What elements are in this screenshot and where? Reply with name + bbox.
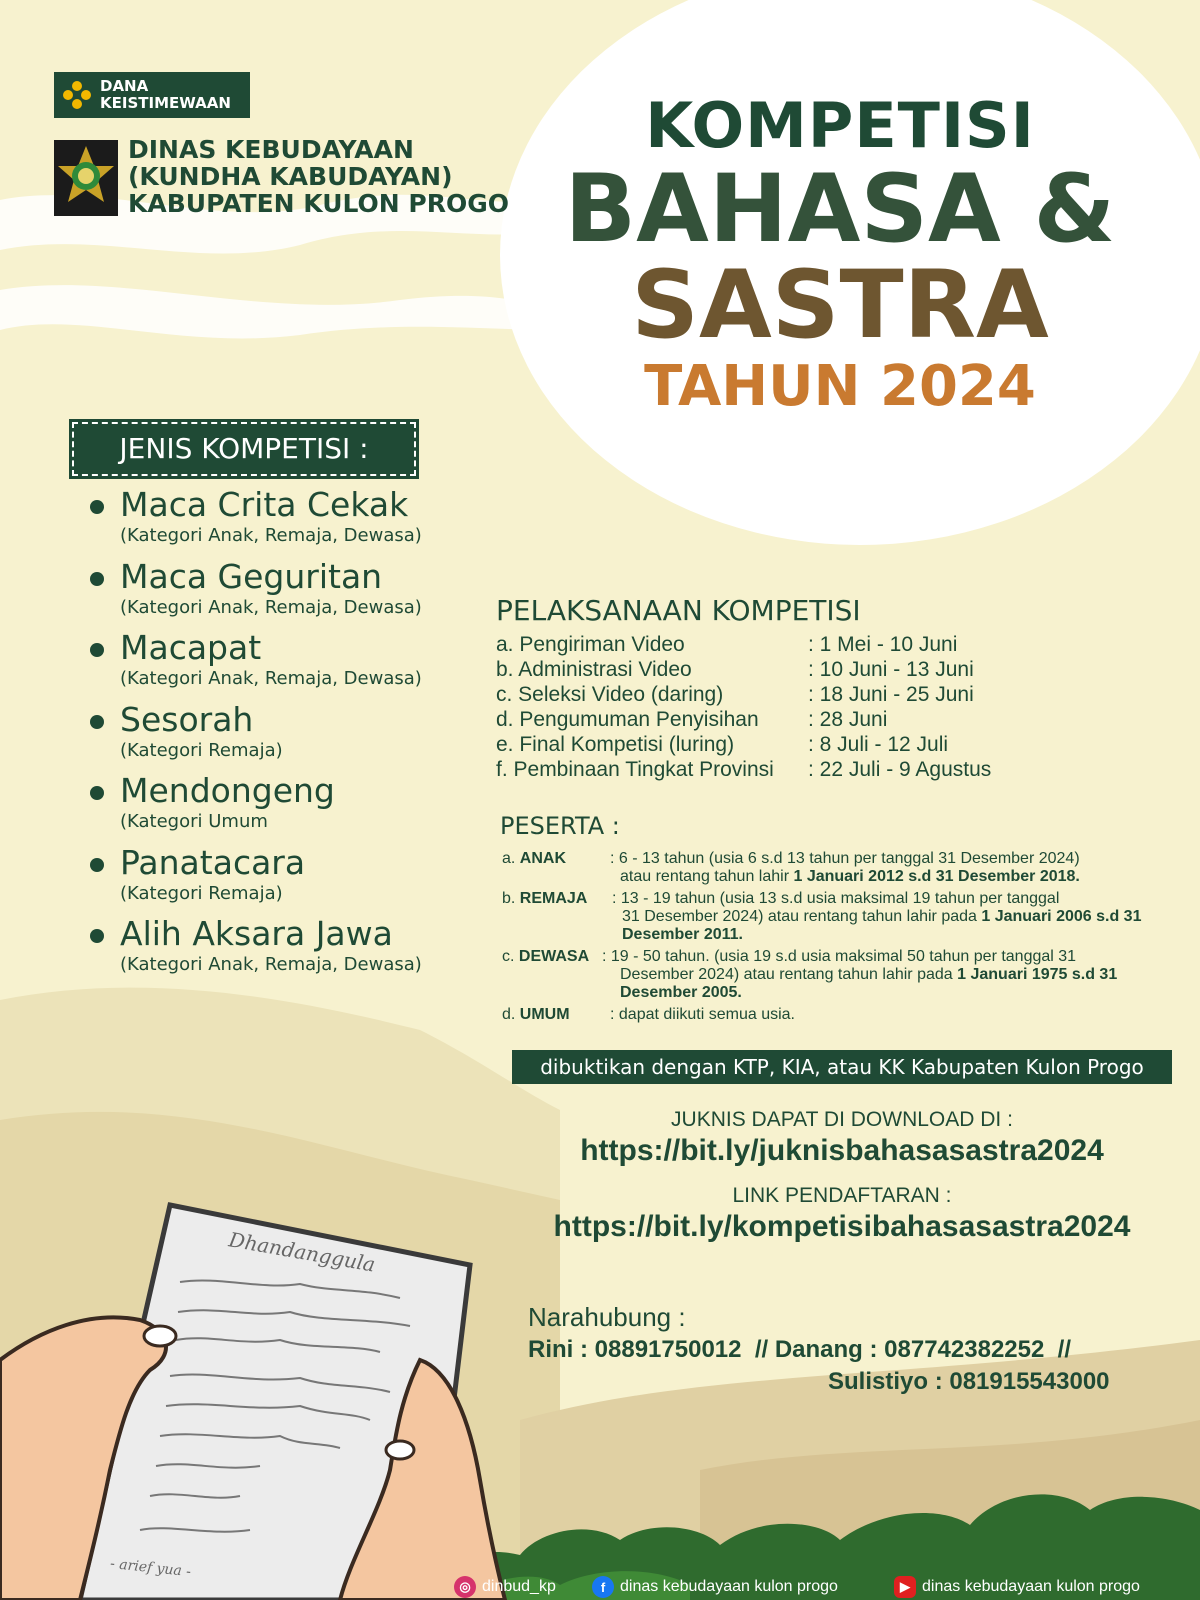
narahubung-contacts: Rini : 08891750012 // Danang : 087742382252 // xyxy=(528,1336,1071,1363)
competition-category: (Kategori Umum xyxy=(120,811,268,832)
competition-name: Macapat xyxy=(120,628,262,667)
schedule-value: : 1 Mei - 10 Juni xyxy=(808,633,958,656)
competition-category: (Kategori Anak, Remaja, Dewasa) xyxy=(120,668,422,689)
competition-category: (Kategori Anak, Remaja, Dewasa) xyxy=(120,596,422,618)
bullet-icon xyxy=(90,786,104,800)
peserta-line2: Desember 2024) atau rentang tahun lahir pada xyxy=(620,966,958,983)
schedule-label: e. Final Kompetisi (luring) xyxy=(496,733,735,756)
social-handle: dinas kebudayaan kulon progo xyxy=(922,1578,1140,1595)
schedule-row xyxy=(496,682,1096,707)
bullet-icon xyxy=(90,572,104,586)
peserta-prefix: c. xyxy=(502,948,515,965)
peserta-heading: PESERTA : xyxy=(500,812,620,840)
bullet-icon xyxy=(90,929,104,943)
bullet-icon xyxy=(90,500,104,514)
peserta-row xyxy=(502,890,1182,944)
jenis-kompetisi-heading: JENIS KOMPETISI : xyxy=(72,422,416,476)
bullet-icon xyxy=(90,715,104,729)
peserta-line1: : 13 - 19 tahun (usia 13 s.d usia maksimal 19 tahun per tanggal xyxy=(612,890,1060,907)
kulon-progo-emblem-icon xyxy=(54,140,118,216)
social-instagram[interactable] xyxy=(454,1574,556,1600)
peserta-row xyxy=(502,1006,1182,1024)
schedule-value: : 22 Juli - 9 Agustus xyxy=(808,758,992,781)
peserta-bold: 1 Januari 2012 s.d 31 Desember 2018. xyxy=(793,868,1080,885)
competition-name: Maca Geguritan xyxy=(120,556,383,596)
schedule-value: : 8 Juli - 12 Juli xyxy=(808,733,949,756)
competition-category: (Kategori Remaja) xyxy=(120,739,283,761)
peserta-prefix: a. xyxy=(502,850,516,867)
schedule-label: d. Pengumuman Penyisihan xyxy=(496,708,759,731)
peserta-row xyxy=(502,948,1182,1002)
peserta-bold: 1 Januari 1975 s.d 31 Desember 2005. xyxy=(620,966,1118,1001)
schedule-list xyxy=(496,632,1096,782)
peserta-line2: 31 Desember 2024) atau rentang tahun lahir pada xyxy=(622,908,982,925)
social-youtube[interactable] xyxy=(894,1574,1140,1600)
competition-list xyxy=(86,486,506,987)
competition-item xyxy=(86,844,506,916)
schedule-row xyxy=(496,632,1096,657)
pendaftaran-link[interactable]: https://bit.ly/kompetisibahasasastra2024 xyxy=(553,1210,1131,1243)
competition-item xyxy=(86,915,506,987)
schedule-value: : 28 Juni xyxy=(808,708,888,731)
competition-category: (Kategori Anak, Remaja, Dewasa) xyxy=(120,525,422,546)
title-bahasa: BAHASA & xyxy=(564,155,1116,264)
competition-category: (Kategori Anak, Remaja, Dewasa) xyxy=(120,954,422,975)
facebook-icon: f xyxy=(592,1576,614,1598)
peserta-row xyxy=(502,850,1182,886)
peserta-prefix: d. xyxy=(502,1006,516,1023)
main-title xyxy=(540,90,1140,420)
schedule-label: a. Pengiriman Video xyxy=(496,633,685,656)
competition-item xyxy=(86,629,506,701)
competition-category: (Kategori Remaja) xyxy=(120,882,283,904)
peserta-line1: : dapat diikuti semua usia. xyxy=(610,1006,795,1023)
competition-item xyxy=(86,772,506,844)
dinas-line3: KABUPATEN KULON PROGO xyxy=(128,189,510,218)
ktp-note: dibuktikan dengan KTP, KIA, atau KK Kabupaten Kulon Progo xyxy=(512,1050,1172,1084)
schedule-label: f. Pembinaan Tingkat Provinsi xyxy=(496,758,774,781)
peserta-key: UMUM xyxy=(519,1006,570,1023)
peserta-key: ANAK xyxy=(519,850,567,867)
competition-name: Maca Crita Cekak xyxy=(120,485,409,524)
competition-name: Mendongeng xyxy=(120,771,335,810)
dana-keistimewaan-logo xyxy=(54,72,250,118)
title-kompetisi: KOMPETISI xyxy=(645,89,1035,162)
dinas-line1: DINAS KEBUDAYAAN xyxy=(128,135,414,164)
competition-item xyxy=(86,486,506,558)
juknis-link[interactable]: https://bit.ly/juknisbahasasastra2024 xyxy=(580,1134,1104,1167)
competition-name: Alih Aksara Jawa xyxy=(120,914,393,953)
schedule-row xyxy=(496,657,1096,682)
pendaftaran-label: LINK PENDAFTARAN : xyxy=(732,1184,952,1207)
dana-line1: DANA xyxy=(100,77,149,95)
instagram-icon: ◎ xyxy=(454,1576,476,1598)
peserta-key: DEWASA xyxy=(518,948,590,965)
social-facebook[interactable] xyxy=(592,1574,838,1600)
peserta-list xyxy=(502,850,1182,1028)
schedule-label: c. Seleksi Video (daring) xyxy=(496,683,724,706)
youtube-icon: ▶ xyxy=(894,1576,916,1598)
narahubung-contact-sulistiyo: Sulistiyo : 081915543000 xyxy=(828,1368,1110,1395)
bullet-icon xyxy=(90,858,104,872)
competition-name: Sesorah xyxy=(120,699,254,739)
dana-keistimewaan-icon xyxy=(62,80,92,110)
schedule-value: : 10 Juni - 13 Juni xyxy=(808,658,974,681)
schedule-label: b. Administrasi Video xyxy=(496,658,692,681)
paper-title: Dhandanggula xyxy=(227,1227,378,1277)
peserta-line2: atau rentang tahun lahir xyxy=(620,868,794,885)
competition-item xyxy=(86,558,506,630)
peserta-prefix: b. xyxy=(502,890,516,907)
competition-item xyxy=(86,701,506,773)
schedule-row xyxy=(496,757,1096,782)
peserta-bold: 1 Januari 2006 s.d 31 Desember 2011. xyxy=(622,908,1142,943)
narahubung-label: Narahubung : xyxy=(528,1302,686,1332)
peserta-key: REMAJA xyxy=(519,890,588,907)
title-sastra: SASTRA xyxy=(631,251,1049,360)
schedule-value: : 18 Juni - 25 Juni xyxy=(808,683,974,706)
pelaksanaan-heading: PELAKSANAAN KOMPETISI xyxy=(496,594,861,627)
juknis-label: JUKNIS DAPAT DI DOWNLOAD DI : xyxy=(671,1108,1013,1131)
title-tahun: TAHUN 2024 xyxy=(644,354,1036,419)
dinas-name xyxy=(128,136,509,217)
schedule-row xyxy=(496,732,1096,757)
paper-signature: - arief yua - xyxy=(109,1555,192,1581)
dana-line2: KEISTIMEWAAN xyxy=(100,94,231,112)
dinas-line2: (KUNDHA KABUDAYAN) xyxy=(128,162,453,191)
social-handle: dinas kebudayaan kulon progo xyxy=(620,1578,838,1595)
peserta-line1: : 19 - 50 tahun. (usia 19 s.d usia maksimal 50 tahun per tanggal 31 xyxy=(602,948,1077,965)
schedule-row xyxy=(496,707,1096,732)
peserta-line1: : 6 - 13 tahun (usia 6 s.d 13 tahun per tanggal 31 Desember 2024) xyxy=(610,850,1080,867)
competition-name: Panatacara xyxy=(120,842,306,882)
bullet-icon xyxy=(90,643,104,657)
social-handle: dinbud_kp xyxy=(482,1578,556,1595)
